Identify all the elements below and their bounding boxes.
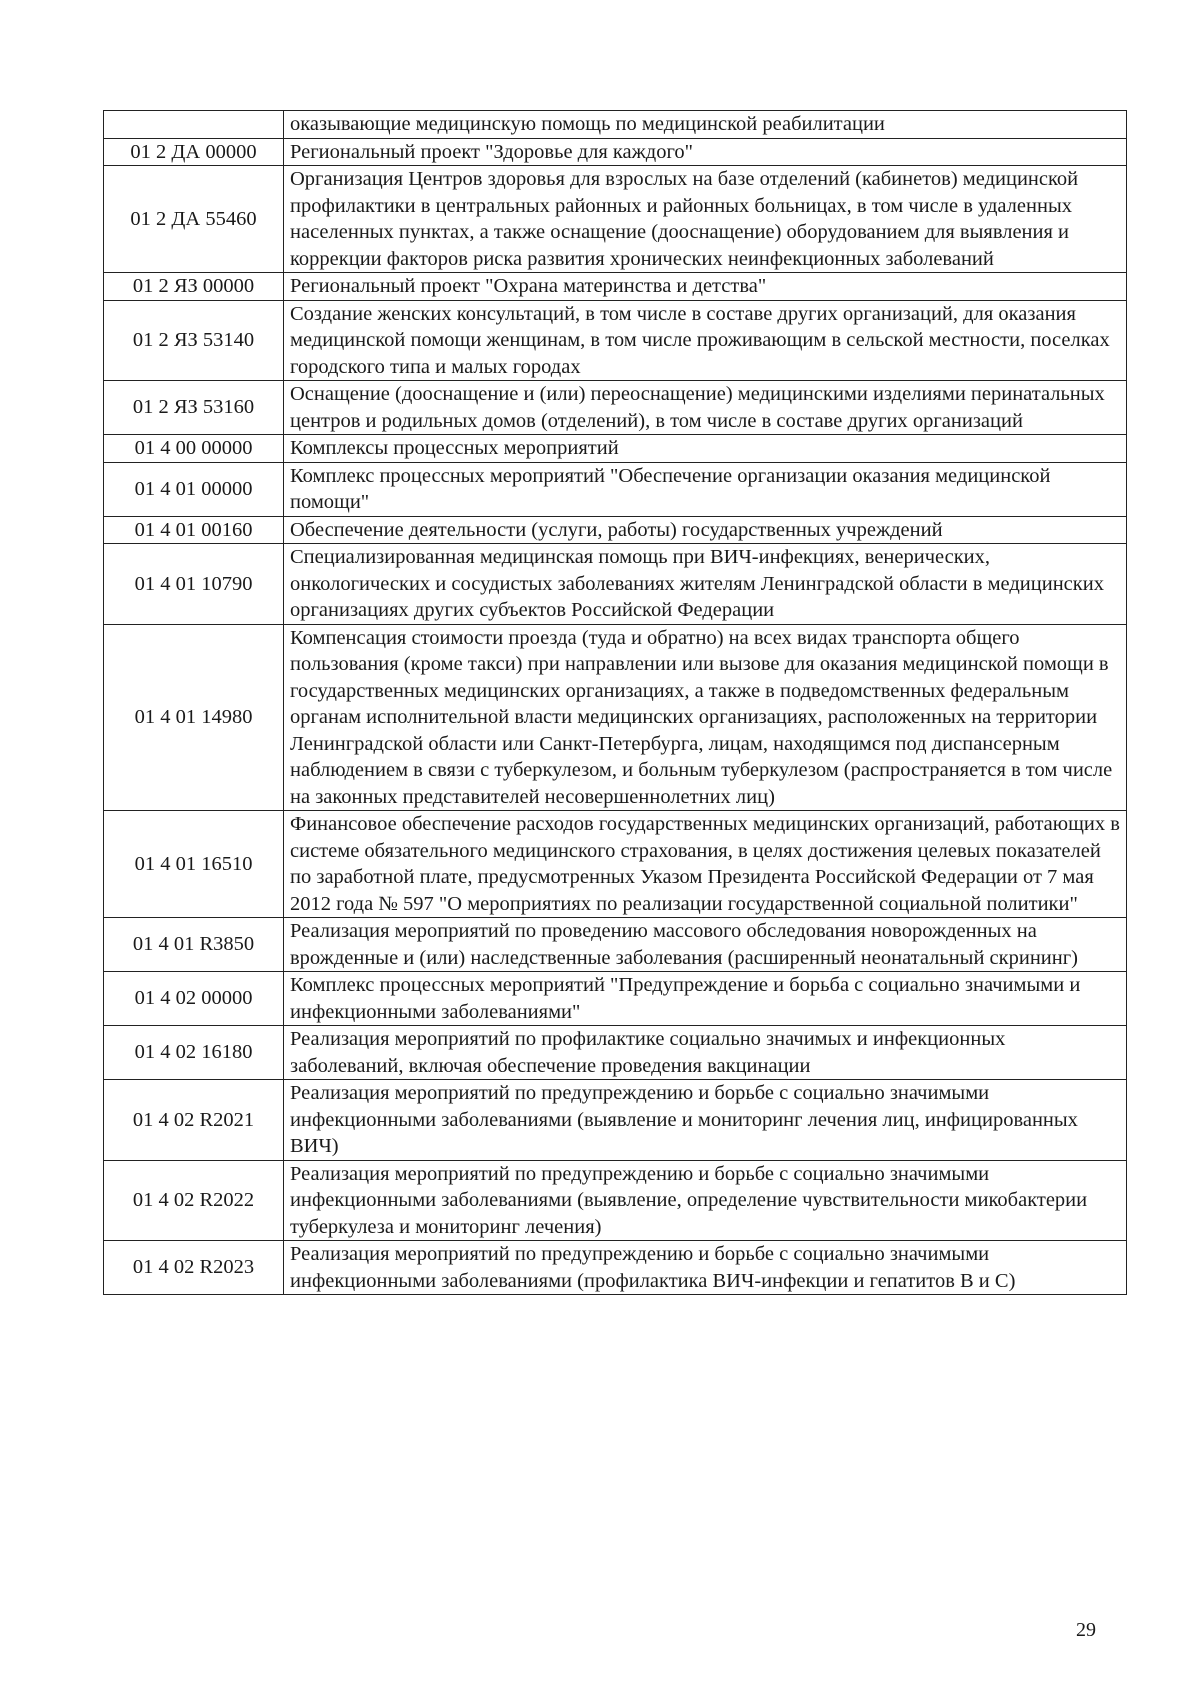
code-cell: 01 4 01 10790	[104, 544, 284, 625]
description-cell: Комплекс процессных мероприятий "Обеспечение организации оказания медицинской помощи"	[284, 462, 1127, 516]
table-row	[104, 166, 1127, 273]
description-cell: Обеспечение деятельности (услуги, работы) государственных учреждений	[284, 516, 1127, 544]
code-cell: 01 2 ЯЗ 53160	[104, 381, 284, 435]
table-row	[104, 1160, 1127, 1241]
table-row	[104, 1241, 1127, 1295]
table-row	[104, 972, 1127, 1026]
table-row	[104, 111, 1127, 139]
description-cell: Реализация мероприятий по проведению массового обследования новорожденных на врожденные и (или) наследственные заболевания (расширенный неонатальный скрининг)	[284, 918, 1127, 972]
description-cell: Финансовое обеспечение расходов государственных медицинских организаций, работающих в системе обязательного медицинского страхования, в целях достижения целевых показателей по заработной плате, предусмотренных Указом Президента Российской Федерации от 7 мая 2012 года № 597 "О мероприятиях по реализации государственной социальной политики"	[284, 811, 1127, 918]
description-cell: Реализация мероприятий по предупреждению и борьбе с социально значимыми инфекционными заболеваниями (выявление и мониторинг лечения лиц, инфицированных ВИЧ)	[284, 1080, 1127, 1161]
table-row	[104, 1026, 1127, 1080]
description-cell: Организация Центров здоровья для взрослых на базе отделений (кабинетов) медицинской профилактики в центральных районных и районных больницах, в том числе в удаленных населенных пунктах, а также оснащение (дооснащение) оборудованием для выявления и коррекции факторов риска развития хронических неинфекционных заболеваний	[284, 166, 1127, 273]
table-row	[104, 381, 1127, 435]
code-cell: 01 4 01 00160	[104, 516, 284, 544]
code-cell: 01 2 ЯЗ 00000	[104, 273, 284, 301]
budget-code-table	[103, 110, 1127, 1295]
code-cell: 01 4 02 R2023	[104, 1241, 284, 1295]
description-cell: Комплекс процессных мероприятий "Предупреждение и борьба с социально значимыми и инфекционными заболеваниями"	[284, 972, 1127, 1026]
description-cell: Специализированная медицинская помощь при ВИЧ-инфекциях, венерических, онкологических и сосудистых заболеваниях жителям Ленинградской области в медицинских организациях других субъектов Российской Федерации	[284, 544, 1127, 625]
code-cell: 01 4 01 R3850	[104, 918, 284, 972]
description-cell: Компенсация стоимости проезда (туда и обратно) на всех видах транспорта общего пользования (кроме такси) при направлении или вызове для оказания медицинской помощи в государственных медицинских организациях, а также в подведомственных федеральным органам исполнительной власти медицинских организациях, расположенных на территории Ленинградской области или Санкт-Петербурга, лицам, находящимся под диспансерным наблюдением в связи с туберкулезом, и больным туберкулезом (распространяется в том числе на законных представителей несовершеннолетних лиц)	[284, 624, 1127, 811]
table-row	[104, 300, 1127, 381]
code-cell: 01 2 ЯЗ 53140	[104, 300, 284, 381]
code-cell	[104, 111, 284, 139]
table-row	[104, 544, 1127, 625]
description-cell: оказывающие медицинскую помощь по медицинской реабилитации	[284, 111, 1127, 139]
description-cell: Реализация мероприятий по предупреждению и борьбе с социально значимыми инфекционными заболеваниями (профилактика ВИЧ-инфекции и гепатитов В и С)	[284, 1241, 1127, 1295]
description-cell: Реализация мероприятий по профилактике социально значимых и инфекционных заболеваний, включая обеспечение проведения вакцинации	[284, 1026, 1127, 1080]
table-row	[104, 138, 1127, 166]
table-row	[104, 624, 1127, 811]
description-cell: Оснащение (дооснащение и (или) переоснащение) медицинскими изделиями перинатальных центров и родильных домов (отделений), в том числе в составе других организаций	[284, 381, 1127, 435]
code-cell: 01 4 02 00000	[104, 972, 284, 1026]
page-number: 29	[1076, 1619, 1096, 1641]
table-row	[104, 516, 1127, 544]
code-cell: 01 4 02 16180	[104, 1026, 284, 1080]
code-cell: 01 4 01 00000	[104, 462, 284, 516]
code-cell: 01 4 02 R2022	[104, 1160, 284, 1241]
description-cell: Региональный проект "Охрана материнства и детства"	[284, 273, 1127, 301]
code-cell: 01 2 ДА 00000	[104, 138, 284, 166]
table-row	[104, 811, 1127, 918]
table-row	[104, 435, 1127, 463]
description-cell: Создание женских консультаций, в том числе в составе других организаций, для оказания медицинской помощи женщинам, в том числе проживающим в сельской местности, поселках городского типа и малых городах	[284, 300, 1127, 381]
table-row	[104, 918, 1127, 972]
description-cell: Реализация мероприятий по предупреждению и борьбе с социально значимыми инфекционными заболеваниями (выявление, определение чувствительности микобактерии туберкулеза и мониторинг лечения)	[284, 1160, 1127, 1241]
description-cell: Региональный проект "Здоровье для каждого"	[284, 138, 1127, 166]
code-cell: 01 4 02 R2021	[104, 1080, 284, 1161]
table-row	[104, 462, 1127, 516]
table-row	[104, 273, 1127, 301]
code-cell: 01 4 01 16510	[104, 811, 284, 918]
code-cell: 01 4 01 14980	[104, 624, 284, 811]
table-row	[104, 1080, 1127, 1161]
description-cell: Комплексы процессных мероприятий	[284, 435, 1127, 463]
code-cell: 01 4 00 00000	[104, 435, 284, 463]
code-cell: 01 2 ДА 55460	[104, 166, 284, 273]
